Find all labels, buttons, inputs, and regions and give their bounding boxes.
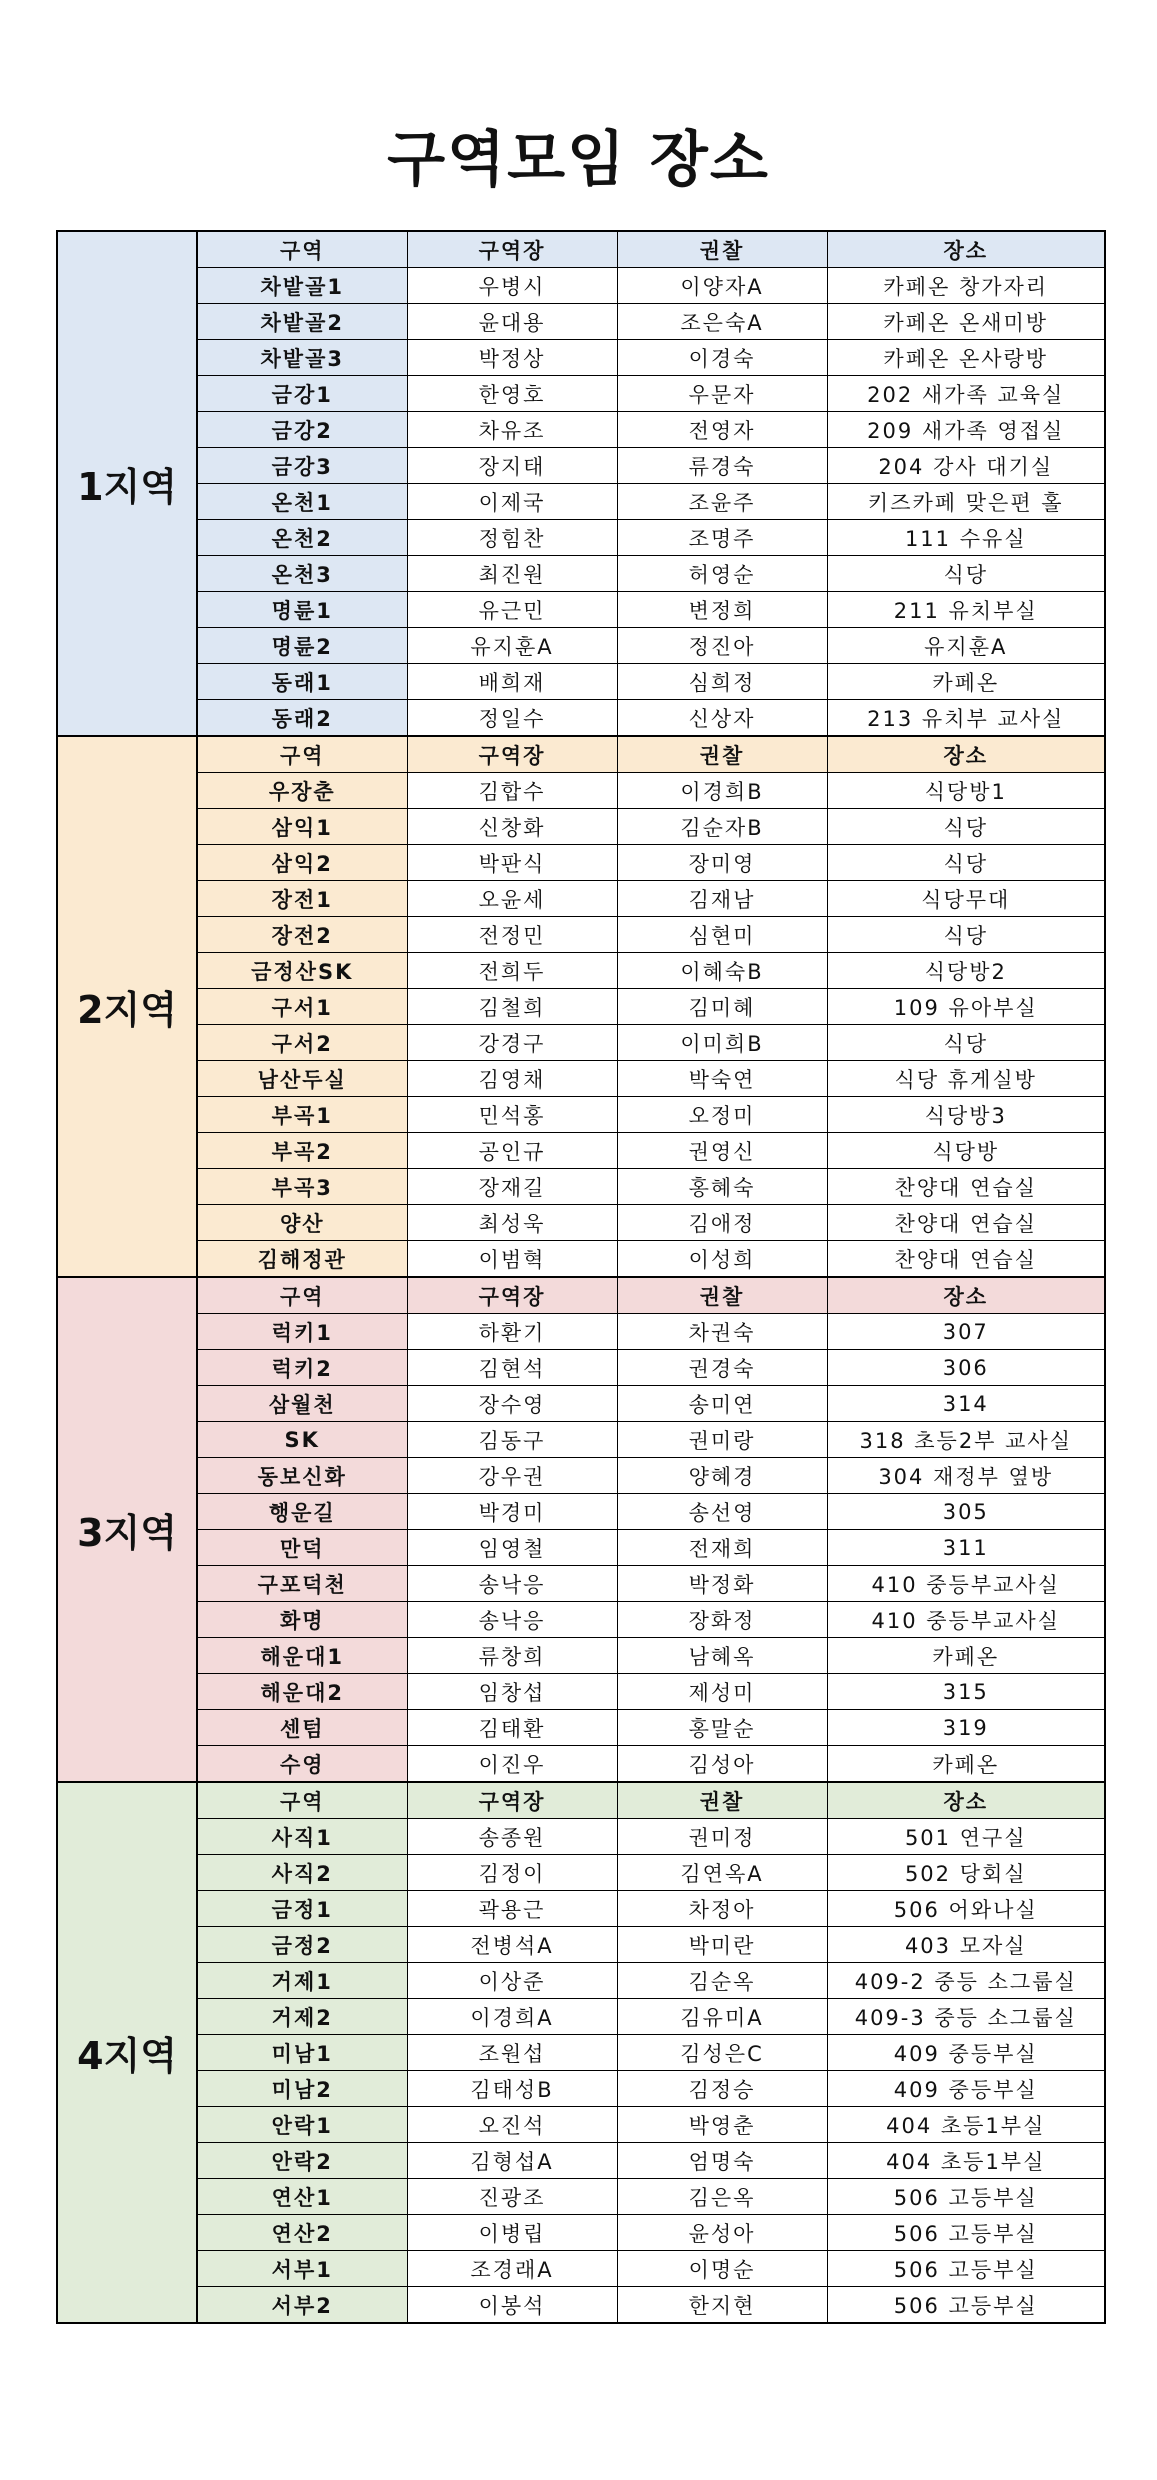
cell-leader: 김정이 <box>407 1855 617 1891</box>
table-row <box>57 1025 1105 1061</box>
cell-leader: 한영호 <box>407 376 617 412</box>
cell-place: 409 중등부실 <box>827 2035 1105 2071</box>
cell-zone: 삼월천 <box>197 1386 407 1422</box>
cell-leader: 민석홍 <box>407 1097 617 1133</box>
cell-zone: 차밭골2 <box>197 304 407 340</box>
column-header-place: 장소 <box>827 736 1105 773</box>
cell-place: 315 <box>827 1674 1105 1710</box>
cell-advisor: 박미란 <box>617 1927 827 1963</box>
region-label: 4지역 <box>57 1782 197 2323</box>
cell-leader: 김동구 <box>407 1422 617 1458</box>
cell-zone: 명륜2 <box>197 628 407 664</box>
cell-advisor: 장미영 <box>617 845 827 881</box>
cell-leader: 김형섭A <box>407 2143 617 2179</box>
column-header-leader: 구역장 <box>407 1782 617 1819</box>
cell-advisor: 심현미 <box>617 917 827 953</box>
cell-leader: 김합수 <box>407 773 617 809</box>
cell-leader: 오진석 <box>407 2107 617 2143</box>
column-header-leader: 구역장 <box>407 1277 617 1314</box>
cell-leader: 진광조 <box>407 2179 617 2215</box>
cell-zone: 럭키1 <box>197 1314 407 1350</box>
column-header-advisor: 권찰 <box>617 1782 827 1819</box>
cell-leader: 박정상 <box>407 340 617 376</box>
cell-leader: 배희재 <box>407 664 617 700</box>
cell-place: 318 초등2부 교사실 <box>827 1422 1105 1458</box>
region-label: 1지역 <box>57 231 197 736</box>
table-row <box>57 1314 1105 1350</box>
cell-leader: 강경구 <box>407 1025 617 1061</box>
cell-advisor: 이성희 <box>617 1241 827 1278</box>
table-row <box>57 1602 1105 1638</box>
table-row <box>57 556 1105 592</box>
table-row <box>57 700 1105 737</box>
table-row <box>57 1350 1105 1386</box>
cell-leader: 장수영 <box>407 1386 617 1422</box>
cell-place: 211 유치부실 <box>827 592 1105 628</box>
cell-place: 111 수유실 <box>827 520 1105 556</box>
cell-zone: 금강1 <box>197 376 407 412</box>
cell-zone: 안락2 <box>197 2143 407 2179</box>
table-row <box>57 1819 1105 1855</box>
table-row <box>57 1494 1105 1530</box>
cell-place: 202 새가족 교육실 <box>827 376 1105 412</box>
cell-advisor: 김미혜 <box>617 989 827 1025</box>
cell-leader: 전병석A <box>407 1927 617 1963</box>
table-row <box>57 2287 1105 2324</box>
cell-leader: 임창섭 <box>407 1674 617 1710</box>
cell-place: 304 재정부 옆방 <box>827 1458 1105 1494</box>
cell-place: 식당 <box>827 845 1105 881</box>
cell-advisor: 김순옥 <box>617 1963 827 1999</box>
cell-place: 찬양대 연습실 <box>827 1205 1105 1241</box>
table-row <box>57 1855 1105 1891</box>
cell-zone: 미남1 <box>197 2035 407 2071</box>
region-header-row <box>57 736 1105 773</box>
cell-leader: 김철희 <box>407 989 617 1025</box>
cell-advisor: 윤성아 <box>617 2215 827 2251</box>
table-row <box>57 1133 1105 1169</box>
table-row <box>57 1710 1105 1746</box>
region-header-row <box>57 231 1105 268</box>
cell-zone: 장전1 <box>197 881 407 917</box>
cell-advisor: 차권숙 <box>617 1314 827 1350</box>
cell-place: 506 고등부실 <box>827 2215 1105 2251</box>
cell-zone: SK <box>197 1422 407 1458</box>
cell-leader: 전희두 <box>407 953 617 989</box>
cell-advisor: 엄명숙 <box>617 2143 827 2179</box>
cell-leader: 우병시 <box>407 268 617 304</box>
cell-place: 311 <box>827 1530 1105 1566</box>
cell-leader: 하환기 <box>407 1314 617 1350</box>
cell-place: 카페온 온새미방 <box>827 304 1105 340</box>
cell-advisor: 신상자 <box>617 700 827 737</box>
cell-advisor: 김성은C <box>617 2035 827 2071</box>
cell-place: 404 초등1부실 <box>827 2107 1105 2143</box>
cell-leader: 오윤세 <box>407 881 617 917</box>
column-header-zone: 구역 <box>197 1277 407 1314</box>
table-row <box>57 1422 1105 1458</box>
cell-place: 306 <box>827 1350 1105 1386</box>
cell-advisor: 변정희 <box>617 592 827 628</box>
table-row <box>57 628 1105 664</box>
table-row <box>57 2215 1105 2251</box>
cell-advisor: 이혜숙B <box>617 953 827 989</box>
region-label: 2지역 <box>57 736 197 1277</box>
cell-zone: 삼익1 <box>197 809 407 845</box>
cell-zone: 금강2 <box>197 412 407 448</box>
cell-place: 카페온 <box>827 1638 1105 1674</box>
table-row <box>57 592 1105 628</box>
cell-advisor: 김애정 <box>617 1205 827 1241</box>
cell-place: 식당 <box>827 556 1105 592</box>
cell-leader: 정힘찬 <box>407 520 617 556</box>
cell-leader: 박판식 <box>407 845 617 881</box>
cell-leader: 송종원 <box>407 1819 617 1855</box>
cell-advisor: 김은옥 <box>617 2179 827 2215</box>
cell-zone: 금정산SK <box>197 953 407 989</box>
table-row <box>57 989 1105 1025</box>
cell-place: 409-3 중등 소그룹실 <box>827 1999 1105 2035</box>
cell-zone: 온천2 <box>197 520 407 556</box>
cell-place: 유지훈A <box>827 628 1105 664</box>
cell-advisor: 권미정 <box>617 1819 827 1855</box>
cell-zone: 럭키2 <box>197 1350 407 1386</box>
column-header-leader: 구역장 <box>407 231 617 268</box>
cell-leader: 윤대용 <box>407 304 617 340</box>
cell-leader: 박경미 <box>407 1494 617 1530</box>
cell-leader: 김영채 <box>407 1061 617 1097</box>
cell-leader: 김태성B <box>407 2071 617 2107</box>
cell-advisor: 장화정 <box>617 1602 827 1638</box>
table-row <box>57 1566 1105 1602</box>
table-row <box>57 2143 1105 2179</box>
cell-leader: 최진원 <box>407 556 617 592</box>
column-header-advisor: 권찰 <box>617 736 827 773</box>
cell-advisor: 권경숙 <box>617 1350 827 1386</box>
table-row <box>57 412 1105 448</box>
cell-place: 410 중등부교사실 <box>827 1566 1105 1602</box>
table-row <box>57 376 1105 412</box>
cell-place: 404 초등1부실 <box>827 2143 1105 2179</box>
cell-zone: 온천1 <box>197 484 407 520</box>
cell-place: 506 고등부실 <box>827 2179 1105 2215</box>
cell-advisor: 김유미A <box>617 1999 827 2035</box>
cell-place: 403 모자실 <box>827 1927 1105 1963</box>
cell-zone: 온천3 <box>197 556 407 592</box>
cell-advisor: 이미희B <box>617 1025 827 1061</box>
cell-advisor: 양혜경 <box>617 1458 827 1494</box>
table-row <box>57 1061 1105 1097</box>
cell-advisor: 홍말순 <box>617 1710 827 1746</box>
cell-zone: 부곡3 <box>197 1169 407 1205</box>
cell-advisor: 박정화 <box>617 1566 827 1602</box>
cell-leader: 김태환 <box>407 1710 617 1746</box>
cell-place: 식당방3 <box>827 1097 1105 1133</box>
table-row <box>57 520 1105 556</box>
cell-advisor: 전영자 <box>617 412 827 448</box>
table-row <box>57 268 1105 304</box>
table-row <box>57 917 1105 953</box>
table-row <box>57 845 1105 881</box>
column-header-place: 장소 <box>827 1277 1105 1314</box>
cell-advisor: 송선영 <box>617 1494 827 1530</box>
cell-zone: 해운대2 <box>197 1674 407 1710</box>
cell-place: 식당 휴게실방 <box>827 1061 1105 1097</box>
cell-place: 502 당회실 <box>827 1855 1105 1891</box>
cell-advisor: 조은숙A <box>617 304 827 340</box>
cell-advisor: 권영신 <box>617 1133 827 1169</box>
cell-zone: 구포덕천 <box>197 1566 407 1602</box>
cell-zone: 우장춘 <box>197 773 407 809</box>
cell-leader: 이경희A <box>407 1999 617 2035</box>
cell-leader: 강우권 <box>407 1458 617 1494</box>
table-row <box>57 809 1105 845</box>
table-row <box>57 1674 1105 1710</box>
column-header-leader: 구역장 <box>407 736 617 773</box>
cell-zone: 김해정관 <box>197 1241 407 1278</box>
cell-zone: 사직2 <box>197 1855 407 1891</box>
cell-advisor: 김재남 <box>617 881 827 917</box>
table-row <box>57 1097 1105 1133</box>
cell-advisor: 김순자B <box>617 809 827 845</box>
cell-leader: 이진우 <box>407 1746 617 1783</box>
cell-zone: 동래1 <box>197 664 407 700</box>
cell-leader: 최성욱 <box>407 1205 617 1241</box>
cell-zone: 동보신화 <box>197 1458 407 1494</box>
schedule-table-body <box>57 231 1105 2323</box>
table-row <box>57 448 1105 484</box>
cell-advisor: 김연옥A <box>617 1855 827 1891</box>
region-label: 3지역 <box>57 1277 197 1782</box>
cell-leader: 곽용근 <box>407 1891 617 1927</box>
cell-advisor: 박영춘 <box>617 2107 827 2143</box>
cell-advisor: 심희정 <box>617 664 827 700</box>
cell-place: 506 고등부실 <box>827 2287 1105 2324</box>
cell-place: 키즈카페 맞은편 홀 <box>827 484 1105 520</box>
page-title: 구역모임 장소 <box>387 125 770 195</box>
cell-zone: 안락1 <box>197 2107 407 2143</box>
table-row <box>57 484 1105 520</box>
cell-leader: 이제국 <box>407 484 617 520</box>
cell-advisor: 김정승 <box>617 2071 827 2107</box>
cell-place: 카페온 <box>827 664 1105 700</box>
cell-place: 카페온 <box>827 1746 1105 1783</box>
cell-zone: 만덕 <box>197 1530 407 1566</box>
cell-place: 410 중등부교사실 <box>827 1602 1105 1638</box>
table-row <box>57 773 1105 809</box>
column-header-zone: 구역 <box>197 1782 407 1819</box>
cell-place: 카페온 온사랑방 <box>827 340 1105 376</box>
cell-zone: 연산1 <box>197 2179 407 2215</box>
cell-advisor: 오정미 <box>617 1097 827 1133</box>
cell-advisor: 박숙연 <box>617 1061 827 1097</box>
cell-zone: 부곡2 <box>197 1133 407 1169</box>
table-row <box>57 1746 1105 1783</box>
cell-zone: 차밭골3 <box>197 340 407 376</box>
region-header-row <box>57 1782 1105 1819</box>
cell-leader: 차유조 <box>407 412 617 448</box>
cell-leader: 이봉석 <box>407 2287 617 2324</box>
cell-leader: 송낙응 <box>407 1566 617 1602</box>
table-row <box>57 1241 1105 1278</box>
cell-zone: 남산두실 <box>197 1061 407 1097</box>
cell-advisor: 남혜옥 <box>617 1638 827 1674</box>
cell-zone: 삼익2 <box>197 845 407 881</box>
cell-zone: 사직1 <box>197 1819 407 1855</box>
cell-leader: 유근민 <box>407 592 617 628</box>
column-header-advisor: 권찰 <box>617 1277 827 1314</box>
cell-advisor: 홍혜숙 <box>617 1169 827 1205</box>
cell-advisor: 조명주 <box>617 520 827 556</box>
cell-place: 409 중등부실 <box>827 2071 1105 2107</box>
cell-place: 501 연구실 <box>827 1819 1105 1855</box>
cell-advisor: 조윤주 <box>617 484 827 520</box>
cell-place: 204 강사 대기실 <box>827 448 1105 484</box>
cell-place: 506 고등부실 <box>827 2251 1105 2287</box>
cell-place: 찬양대 연습실 <box>827 1241 1105 1278</box>
schedule-table-wrapper <box>56 230 1104 2324</box>
cell-zone: 금정1 <box>197 1891 407 1927</box>
cell-place: 식당방1 <box>827 773 1105 809</box>
table-row <box>57 2071 1105 2107</box>
cell-place: 식당 <box>827 917 1105 953</box>
cell-place: 찬양대 연습실 <box>827 1169 1105 1205</box>
cell-zone: 명륜1 <box>197 592 407 628</box>
cell-advisor: 우문자 <box>617 376 827 412</box>
cell-leader: 류창희 <box>407 1638 617 1674</box>
cell-zone: 거제1 <box>197 1963 407 1999</box>
table-row <box>57 1205 1105 1241</box>
column-header-zone: 구역 <box>197 736 407 773</box>
cell-place: 식당방 <box>827 1133 1105 1169</box>
cell-advisor: 권미랑 <box>617 1422 827 1458</box>
cell-leader: 유지훈A <box>407 628 617 664</box>
cell-zone: 차밭골1 <box>197 268 407 304</box>
cell-leader: 신창화 <box>407 809 617 845</box>
cell-zone: 수영 <box>197 1746 407 1783</box>
table-row <box>57 2251 1105 2287</box>
cell-place: 식당방2 <box>827 953 1105 989</box>
cell-leader: 임영철 <box>407 1530 617 1566</box>
table-row <box>57 1638 1105 1674</box>
column-header-place: 장소 <box>827 1782 1105 1819</box>
cell-zone: 거제2 <box>197 1999 407 2035</box>
cell-advisor: 한지현 <box>617 2287 827 2324</box>
cell-leader: 공인규 <box>407 1133 617 1169</box>
column-header-zone: 구역 <box>197 231 407 268</box>
cell-zone: 화명 <box>197 1602 407 1638</box>
cell-advisor: 이명순 <box>617 2251 827 2287</box>
cell-leader: 송낙응 <box>407 1602 617 1638</box>
table-row <box>57 1927 1105 1963</box>
cell-leader: 장지태 <box>407 448 617 484</box>
cell-zone: 행운길 <box>197 1494 407 1530</box>
cell-advisor: 류경숙 <box>617 448 827 484</box>
cell-advisor: 제성미 <box>617 1674 827 1710</box>
cell-leader: 장재길 <box>407 1169 617 1205</box>
cell-advisor: 이경숙 <box>617 340 827 376</box>
cell-zone: 부곡1 <box>197 1097 407 1133</box>
table-row <box>57 2107 1105 2143</box>
schedule-table <box>56 230 1106 2324</box>
table-row <box>57 2179 1105 2215</box>
cell-zone: 서부2 <box>197 2287 407 2324</box>
table-row <box>57 953 1105 989</box>
cell-advisor: 정진아 <box>617 628 827 664</box>
cell-place: 213 유치부 교사실 <box>827 700 1105 737</box>
cell-leader: 이상준 <box>407 1963 617 1999</box>
table-row <box>57 1169 1105 1205</box>
cell-place: 307 <box>827 1314 1105 1350</box>
cell-advisor: 이경희B <box>617 773 827 809</box>
cell-advisor: 차정아 <box>617 1891 827 1927</box>
cell-zone: 양산 <box>197 1205 407 1241</box>
cell-advisor: 김성아 <box>617 1746 827 1783</box>
cell-place: 카페온 창가자리 <box>827 268 1105 304</box>
cell-place: 109 유아부실 <box>827 989 1105 1025</box>
cell-zone: 서부1 <box>197 2251 407 2287</box>
cell-advisor: 허영순 <box>617 556 827 592</box>
cell-place: 319 <box>827 1710 1105 1746</box>
cell-place: 209 새가족 영접실 <box>827 412 1105 448</box>
cell-leader: 조경래A <box>407 2251 617 2287</box>
cell-zone: 금강3 <box>197 448 407 484</box>
cell-leader: 김현석 <box>407 1350 617 1386</box>
column-header-advisor: 권찰 <box>617 231 827 268</box>
cell-place: 식당 <box>827 809 1105 845</box>
cell-place: 305 <box>827 1494 1105 1530</box>
cell-zone: 해운대1 <box>197 1638 407 1674</box>
cell-zone: 구서2 <box>197 1025 407 1061</box>
cell-leader: 정일수 <box>407 700 617 737</box>
table-row <box>57 881 1105 917</box>
table-row <box>57 1891 1105 1927</box>
cell-zone: 구서1 <box>197 989 407 1025</box>
cell-zone: 동래2 <box>197 700 407 737</box>
cell-place: 506 어와나실 <box>827 1891 1105 1927</box>
cell-place: 314 <box>827 1386 1105 1422</box>
table-row <box>57 2035 1105 2071</box>
cell-advisor: 전재희 <box>617 1530 827 1566</box>
table-row <box>57 1530 1105 1566</box>
table-row <box>57 1386 1105 1422</box>
cell-place: 식당 <box>827 1025 1105 1061</box>
cell-leader: 이병립 <box>407 2215 617 2251</box>
table-row <box>57 1458 1105 1494</box>
cell-advisor: 송미연 <box>617 1386 827 1422</box>
cell-leader: 이범혁 <box>407 1241 617 1278</box>
cell-advisor: 이양자A <box>617 268 827 304</box>
table-row <box>57 304 1105 340</box>
table-row <box>57 340 1105 376</box>
table-row <box>57 1963 1105 1999</box>
table-row <box>57 1999 1105 2035</box>
cell-place: 409-2 중등 소그룹실 <box>827 1963 1105 1999</box>
cell-zone: 센텀 <box>197 1710 407 1746</box>
cell-leader: 조원섭 <box>407 2035 617 2071</box>
region-header-row <box>57 1277 1105 1314</box>
cell-zone: 장전2 <box>197 917 407 953</box>
column-header-place: 장소 <box>827 231 1105 268</box>
cell-zone: 연산2 <box>197 2215 407 2251</box>
cell-leader: 전정민 <box>407 917 617 953</box>
cell-zone: 금정2 <box>197 1927 407 1963</box>
cell-zone: 미남2 <box>197 2071 407 2107</box>
table-row <box>57 664 1105 700</box>
cell-place: 식당무대 <box>827 881 1105 917</box>
